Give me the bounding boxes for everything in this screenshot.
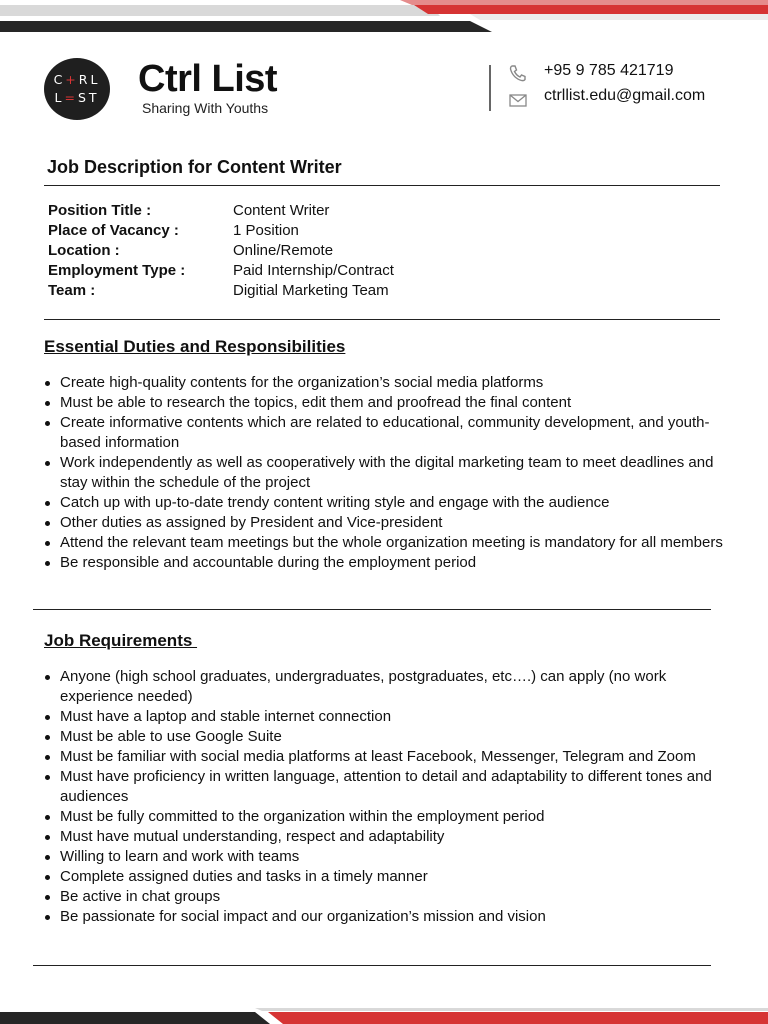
list-item: Willing to learn and work with teams <box>60 847 720 867</box>
list-item: Must be familiar with social media platforms at least Facebook, Messenger, Telegram and Zoom <box>60 747 720 767</box>
requirements-list <box>60 667 720 927</box>
list-item: Attend the relevant team meetings but the whole organization meeting is mandatory for all members <box>60 533 740 553</box>
requirements-divider <box>33 965 711 966</box>
list-item: Be passionate for social impact and our organization’s mission and vision <box>60 907 720 927</box>
header-decoration <box>0 0 768 34</box>
list-item: Must be able to use Google Suite <box>60 727 720 747</box>
list-item: Be responsible and accountable during the employment period <box>60 553 740 573</box>
email-address: ctrllist.edu@gmail.com <box>544 87 706 104</box>
title-divider <box>44 185 720 186</box>
logo-text-top: C+RL <box>53 72 101 87</box>
detail-label: Place of Vacancy : <box>48 222 179 239</box>
detail-label: Location : <box>48 242 120 259</box>
list-item: Must have proficiency in written language, attention to detail and adaptability to different tones and audiences <box>60 767 720 807</box>
requirements-heading: Job Requirements <box>44 631 198 650</box>
list-item: Complete assigned duties and tasks in a timely manner <box>60 867 720 887</box>
list-item: Must be able to research the topics, edit them and proofread the final content <box>60 393 740 413</box>
brand-tagline: Sharing With Youths <box>142 100 269 116</box>
mail-icon <box>508 92 528 110</box>
list-item: Create high-quality contents for the organization’s social media platforms <box>60 373 740 393</box>
logo-text-bottom: L=ST <box>54 90 100 105</box>
detail-label: Team : <box>48 282 96 299</box>
logo <box>44 58 110 120</box>
list-item: Anyone (high school graduates, undergraduates, postgraduates, etc….) can apply (no work experience needed) <box>60 667 720 707</box>
details-divider <box>44 319 720 320</box>
contact-divider <box>489 65 491 111</box>
detail-value: Content Writer <box>233 202 330 219</box>
footer-decoration <box>0 1008 768 1024</box>
list-item: Create informative contents which are related to educational, community development, and youth-based information <box>60 413 740 453</box>
phone-number: +95 9 785 421719 <box>544 62 674 79</box>
document-title: Job Description for Content Writer <box>47 157 342 177</box>
duties-heading: Essential Duties and Responsibilities <box>44 337 346 356</box>
duties-divider <box>33 609 711 610</box>
list-item: Catch up with up-to-date trendy content writing style and engage with the audience <box>60 493 740 513</box>
list-item: Be active in chat groups <box>60 887 720 907</box>
list-item: Other duties as assigned by President and Vice-president <box>60 513 740 533</box>
detail-label: Employment Type : <box>48 262 186 279</box>
detail-value: Paid Internship/Contract <box>233 262 394 279</box>
detail-label: Position Title : <box>48 202 152 219</box>
detail-value: Digitial Marketing Team <box>233 282 389 299</box>
list-item: Must have a laptop and stable internet connection <box>60 707 720 727</box>
phone-icon <box>508 64 528 82</box>
duties-list <box>60 373 740 573</box>
detail-value: 1 Position <box>233 222 299 239</box>
list-item: Must be fully committed to the organization within the employment period <box>60 807 720 827</box>
detail-value: Online/Remote <box>233 242 334 259</box>
brand-name: Ctrl List <box>138 58 278 100</box>
list-item: Work independently as well as cooperatively with the digital marketing team to meet deadlines and stay within the schedule of the project <box>60 453 740 493</box>
list-item: Must have mutual understanding, respect and adaptability <box>60 827 720 847</box>
